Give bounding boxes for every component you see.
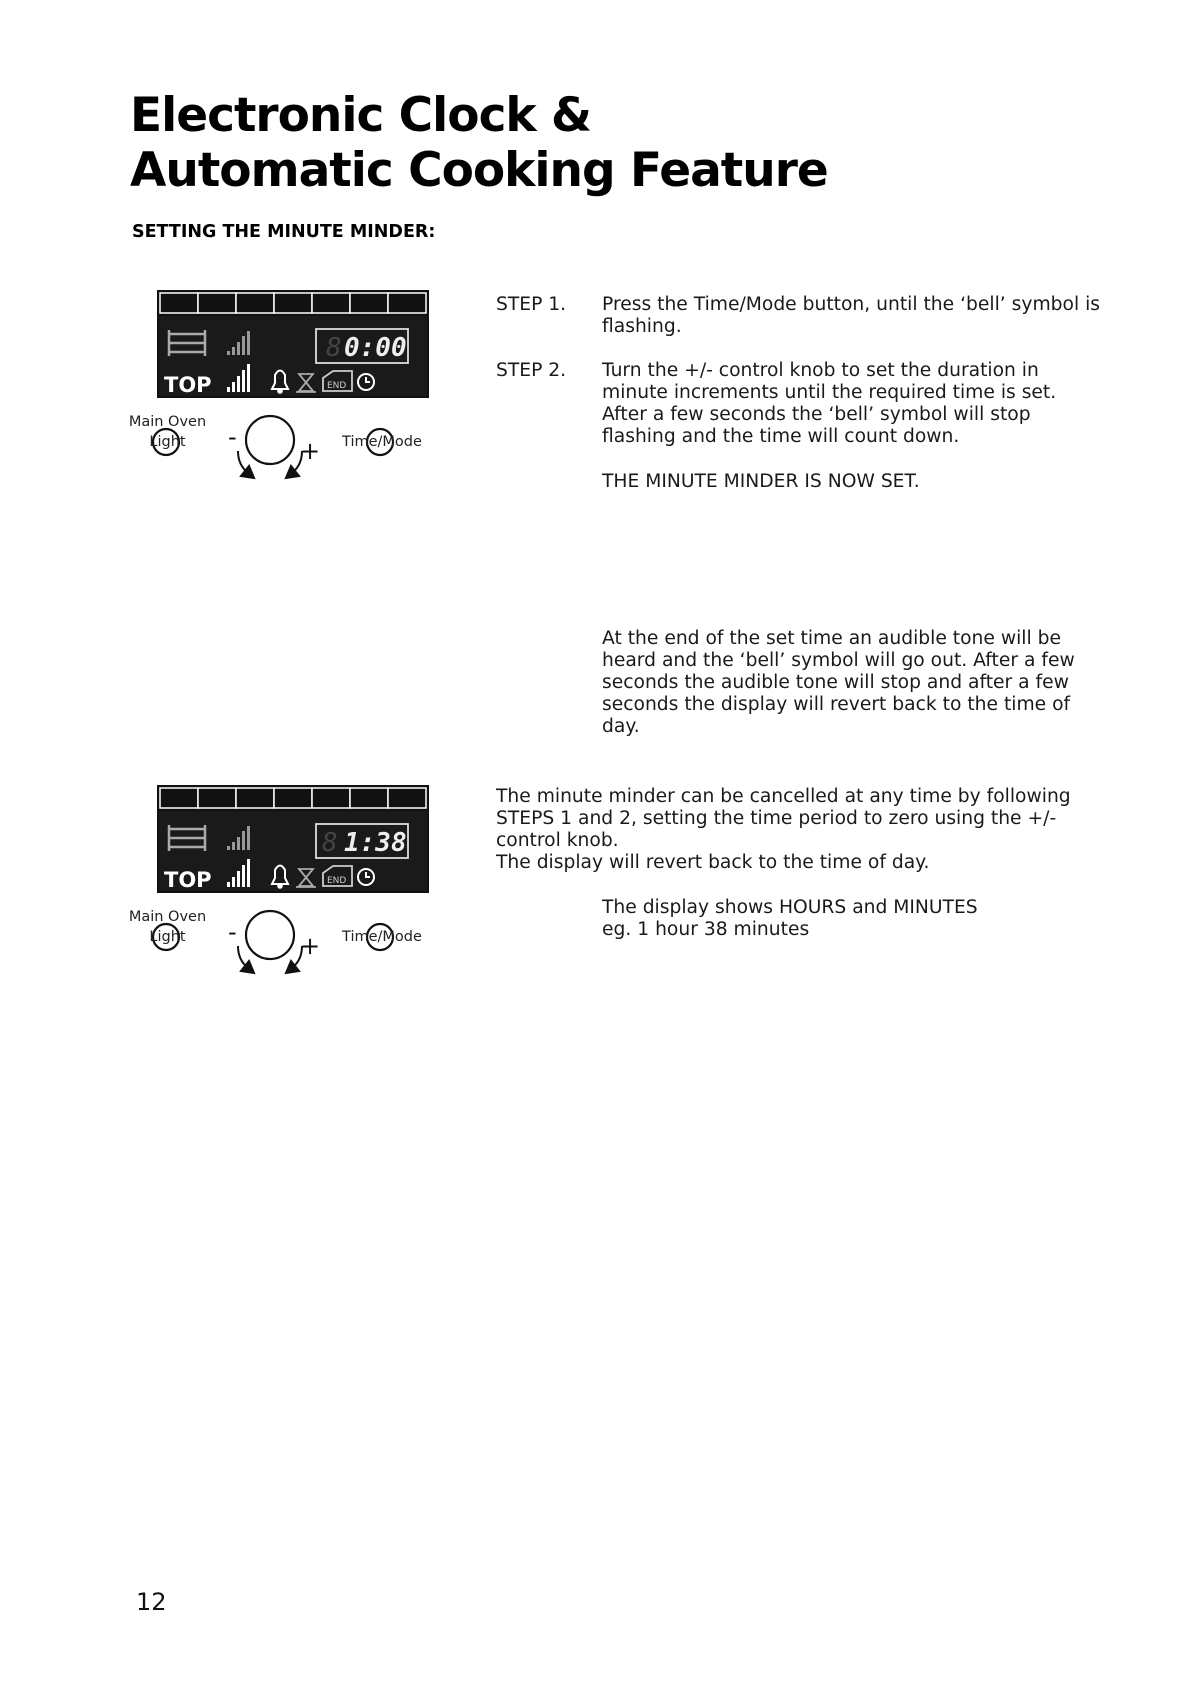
page-title xyxy=(130,88,828,198)
display-hours-note: The display shows HOURS and MINUTES eg. 1 hour 38 minutes xyxy=(602,897,978,940)
main-oven-light-label: Main Oven Light xyxy=(128,414,207,450)
end-label: END xyxy=(327,381,347,391)
step-2-label: STEP 2. xyxy=(496,360,567,381)
time-mode-label: Time/Mode xyxy=(342,434,422,450)
time-display-value: 1:38 xyxy=(344,828,407,858)
control-knob[interactable] xyxy=(246,416,294,464)
inactive-digit: 8 xyxy=(326,333,342,363)
section-heading: SETTING THE MINUTE MINDER: xyxy=(132,222,436,242)
time-display-value: 0:00 xyxy=(344,333,407,363)
minus-sign: - xyxy=(228,918,237,946)
grill-icon xyxy=(169,330,205,356)
inactive-digit: 8 xyxy=(322,828,338,858)
control-panel-illustration xyxy=(130,780,450,1020)
end-of-time-paragraph: At the end of the set time an audible tone will be heard and the ‘bell’ symbol will go out. After a few seconds the audible tone will stop and after a few seconds the display will revert back to the time of day. xyxy=(602,628,1075,737)
page-title-line-1: Electronic Clock & xyxy=(130,88,592,143)
page-number: 12 xyxy=(136,1588,167,1616)
control-panel-illustration xyxy=(130,285,450,525)
end-label: END xyxy=(327,876,347,886)
control-panel-diagram-2 xyxy=(130,780,450,1020)
minus-sign: - xyxy=(228,423,237,451)
step-1-text: Press the Time/Mode button, until the ‘bell’ symbol is flashing. xyxy=(602,294,1101,337)
page-title-line-2: Automatic Cooking Feature xyxy=(130,143,828,198)
step-2-text: Turn the +/- control knob to set the duration in minute increments until the required time is set. After a few seconds the ‘bell’ symbol will stop flashing and the time will count down. xyxy=(602,360,1057,447)
top-oven-label: TOP xyxy=(164,373,212,397)
grill-icon xyxy=(169,825,205,851)
cancel-paragraph: The minute minder can be cancelled at any time by following STEPS 1 and 2, setting the time period to zero using the +/- control knob. The display will revert back to the time of day. xyxy=(496,786,1071,873)
top-oven-label: TOP xyxy=(164,868,212,892)
time-mode-label: Time/Mode xyxy=(342,929,422,945)
control-knob[interactable] xyxy=(246,911,294,959)
plus-sign: + xyxy=(300,437,321,465)
main-oven-light-label: Main Oven Light xyxy=(128,909,207,945)
control-panel-diagram-1 xyxy=(130,285,450,525)
plus-sign: + xyxy=(300,932,321,960)
step-1-label: STEP 1. xyxy=(496,294,567,315)
minute-minder-set-notice: THE MINUTE MINDER IS NOW SET. xyxy=(602,471,920,492)
